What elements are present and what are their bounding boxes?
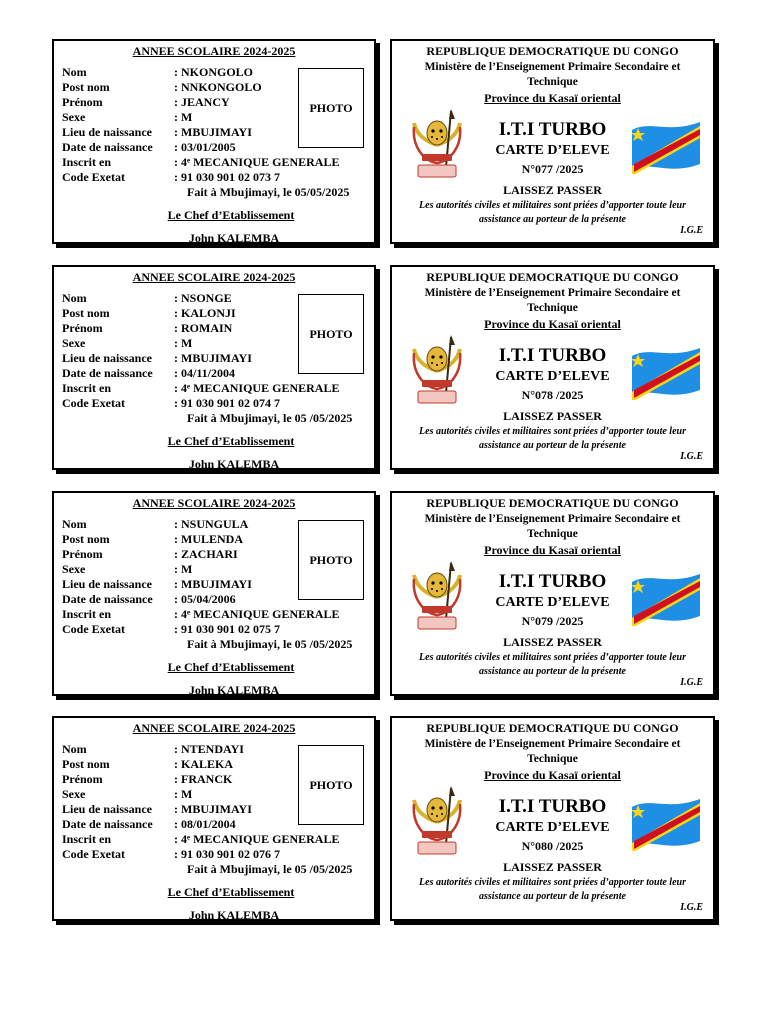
field-label: Prénom xyxy=(62,321,103,335)
field-label: Inscrit en xyxy=(62,381,111,395)
pass-heading: LAISSEZ PASSER xyxy=(503,635,602,649)
card-type: CARTE D’ELEVE xyxy=(495,369,610,384)
field-label: Prénom xyxy=(62,547,103,561)
ministry-name: Ministère de l’Enseignement Primaire Secondaire et Technique xyxy=(424,513,681,540)
card-number: N°078 /2025 xyxy=(521,388,584,402)
field-row xyxy=(62,381,339,396)
field-label: Nom xyxy=(62,65,87,79)
field-value: : M xyxy=(174,336,193,350)
card-number: N°080 /2025 xyxy=(521,839,584,853)
card-number: N°077 /2025 xyxy=(521,162,584,176)
field-value: : 08/01/2004 xyxy=(174,817,236,831)
student-info-card xyxy=(52,39,376,244)
ministry-name: Ministère de l’Enseignement Primaire Secondaire et Technique xyxy=(424,61,681,88)
province-name: Province du Kasaï oriental xyxy=(484,768,621,782)
photo-box xyxy=(298,745,364,825)
head-title: Le Chef d’Etablissement xyxy=(167,434,295,448)
field-row xyxy=(62,170,339,185)
card-pair xyxy=(52,491,718,703)
field-value: : KALONJI xyxy=(174,306,236,320)
field-label: Post nom xyxy=(62,80,110,94)
field-value: : 04/11/2004 xyxy=(174,366,236,380)
school-name: I.T.I TURBO xyxy=(498,571,607,592)
field-label: Code Exetat xyxy=(62,396,125,410)
issue-place-date: Fait à Mbujimayi, le 05/05/2025 xyxy=(187,185,350,199)
school-name: I.T.I TURBO xyxy=(498,796,607,817)
field-label: Sexe xyxy=(62,562,86,576)
field-value: : NSONGE xyxy=(174,291,232,305)
authority-notice: Les autorités civiles et militaires sont priées d’apporter toute leur assistance au porteur de la présente xyxy=(419,200,686,225)
field-value: : NSUNGULA xyxy=(174,517,249,531)
country-name: REPUBLIQUE DEMOCRATIQUE DU CONGO xyxy=(426,270,679,284)
card-pair xyxy=(52,39,718,251)
field-value: : MBUJIMAYI xyxy=(174,351,252,365)
country-name: REPUBLIQUE DEMOCRATIQUE DU CONGO xyxy=(426,44,679,58)
issue-place-date: Fait à Mbujimayi, le 05 /05/2025 xyxy=(187,862,353,876)
field-label: Post nom xyxy=(62,532,110,546)
field-value: : FRANCK xyxy=(174,772,233,786)
field-label: Post nom xyxy=(62,757,110,771)
field-label: Lieu de naissance xyxy=(62,351,153,365)
field-label: Date de naissance xyxy=(62,817,153,831)
field-value: : MBUJIMAYI xyxy=(174,802,252,816)
pass-heading: LAISSEZ PASSER xyxy=(503,183,602,197)
field-value: : MBUJIMAYI xyxy=(174,125,252,139)
ige-label: I.G.E xyxy=(680,225,703,236)
authority-notice: Les autorités civiles et militaires sont priées d’apporter toute leur assistance au porteur de la présente xyxy=(419,652,686,677)
signatory-name: John KALEMBA xyxy=(188,457,280,471)
ige-label: I.G.E xyxy=(680,902,703,913)
field-label: Code Exetat xyxy=(62,622,125,636)
ministry-name: Ministère de l’Enseignement Primaire Secondaire et Technique xyxy=(424,738,681,765)
signatory-name: John KALEMBA xyxy=(188,683,280,697)
field-label: Lieu de naissance xyxy=(62,802,153,816)
field-row xyxy=(62,155,339,170)
pass-card xyxy=(390,716,715,921)
signatory-name: John KALEMBA xyxy=(188,231,280,245)
signatory-name: John KALEMBA xyxy=(188,908,280,922)
field-row xyxy=(62,622,339,637)
field-value: : M xyxy=(174,787,193,801)
field-label: Code Exetat xyxy=(62,847,125,861)
ministry-name: Ministère de l’Enseignement Primaire Secondaire et Technique xyxy=(424,287,681,314)
field-label: Nom xyxy=(62,742,87,756)
authority-notice: Les autorités civiles et militaires sont priées d’apporter toute leur assistance au porteur de la présente xyxy=(419,426,686,451)
student-info-card xyxy=(52,491,376,696)
field-label: Sexe xyxy=(62,110,86,124)
card-type: CARTE D’ELEVE xyxy=(495,595,610,610)
head-title: Le Chef d’Etablissement xyxy=(167,208,295,222)
field-label: Inscrit en xyxy=(62,832,111,846)
field-value: : M xyxy=(174,110,193,124)
pass-heading: LAISSEZ PASSER xyxy=(503,409,602,423)
school-year: ANNEE SCOLAIRE 2024-2025 xyxy=(132,496,296,510)
field-value: : 03/01/2005 xyxy=(174,140,236,154)
field-label: Date de naissance xyxy=(62,592,153,606)
field-value: : 05/04/2006 xyxy=(174,592,236,606)
student-info-card xyxy=(52,265,376,470)
field-value: : NNKONGOLO xyxy=(174,80,262,94)
pass-card xyxy=(390,491,715,696)
field-label: Lieu de naissance xyxy=(62,125,153,139)
photo-label: PHOTO xyxy=(309,100,353,115)
field-value: : MULENDA xyxy=(174,532,243,546)
field-value: : KALEKA xyxy=(174,757,234,771)
field-label: Inscrit en xyxy=(62,155,111,169)
field-label: Nom xyxy=(62,517,87,531)
field-label: Inscrit en xyxy=(62,607,111,621)
field-value: : 4ᵉ MECANIQUE GENERALE xyxy=(174,381,340,395)
card-type: CARTE D’ELEVE xyxy=(495,820,610,835)
field-label: Date de naissance xyxy=(62,140,153,154)
province-name: Province du Kasaï oriental xyxy=(484,91,621,105)
field-row xyxy=(62,396,339,411)
field-value: : 91 030 901 02 075 7 xyxy=(174,622,280,636)
field-value: : ZACHARI xyxy=(174,547,238,561)
issue-place-date: Fait à Mbujimayi, le 05 /05/2025 xyxy=(187,637,353,651)
field-value: : NTENDAYI xyxy=(174,742,244,756)
photo-box xyxy=(298,520,364,600)
school-year: ANNEE SCOLAIRE 2024-2025 xyxy=(132,44,296,58)
field-value: : 91 030 901 02 074 7 xyxy=(174,396,280,410)
card-type: CARTE D’ELEVE xyxy=(495,143,610,158)
school-name: I.T.I TURBO xyxy=(498,119,607,140)
field-value: : 4ᵉ MECANIQUE GENERALE xyxy=(174,607,340,621)
issue-place-date: Fait à Mbujimayi, le 05 /05/2025 xyxy=(187,411,353,425)
field-row xyxy=(62,847,339,862)
country-name: REPUBLIQUE DEMOCRATIQUE DU CONGO xyxy=(426,721,679,735)
ige-label: I.G.E xyxy=(680,677,703,688)
head-title: Le Chef d’Etablissement xyxy=(167,885,295,899)
card-pair xyxy=(52,716,718,928)
field-value: : 4ᵉ MECANIQUE GENERALE xyxy=(174,155,340,169)
field-label: Lieu de naissance xyxy=(62,577,153,591)
field-label: Prénom xyxy=(62,95,103,109)
pass-heading: LAISSEZ PASSER xyxy=(503,860,602,874)
school-year: ANNEE SCOLAIRE 2024-2025 xyxy=(132,270,296,284)
photo-label: PHOTO xyxy=(309,552,353,567)
field-label: Prénom xyxy=(62,772,103,786)
head-title: Le Chef d’Etablissement xyxy=(167,660,295,674)
photo-label: PHOTO xyxy=(309,777,353,792)
field-label: Sexe xyxy=(62,336,86,350)
field-row xyxy=(62,607,339,622)
field-label: Code Exetat xyxy=(62,170,125,184)
country-name: REPUBLIQUE DEMOCRATIQUE DU CONGO xyxy=(426,496,679,510)
pass-card xyxy=(390,265,715,470)
field-label: Post nom xyxy=(62,306,110,320)
field-value: : NKONGOLO xyxy=(174,65,254,79)
photo-box xyxy=(298,294,364,374)
province-name: Province du Kasaï oriental xyxy=(484,317,621,331)
field-value: : ROMAIN xyxy=(174,321,233,335)
field-value: : M xyxy=(174,562,193,576)
field-value: : MBUJIMAYI xyxy=(174,577,252,591)
field-label: Sexe xyxy=(62,787,86,801)
field-row xyxy=(62,832,339,847)
ige-label: I.G.E xyxy=(680,451,703,462)
photo-label: PHOTO xyxy=(309,326,353,341)
authority-notice: Les autorités civiles et militaires sont priées d’apporter toute leur assistance au porteur de la présente xyxy=(419,877,686,902)
field-value: : 91 030 901 02 073 7 xyxy=(174,170,280,184)
province-name: Province du Kasaï oriental xyxy=(484,543,621,557)
school-name: I.T.I TURBO xyxy=(498,345,607,366)
card-pair xyxy=(52,265,718,477)
field-label: Date de naissance xyxy=(62,366,153,380)
field-value: : JEANCY xyxy=(174,95,230,109)
student-info-card xyxy=(52,716,376,921)
photo-box xyxy=(298,68,364,148)
card-number: N°079 /2025 xyxy=(521,614,584,628)
field-value: : 91 030 901 02 076 7 xyxy=(174,847,280,861)
field-value: : 4ᵉ MECANIQUE GENERALE xyxy=(174,832,340,846)
school-year: ANNEE SCOLAIRE 2024-2025 xyxy=(132,721,296,735)
field-label: Nom xyxy=(62,291,87,305)
pass-card xyxy=(390,39,715,244)
